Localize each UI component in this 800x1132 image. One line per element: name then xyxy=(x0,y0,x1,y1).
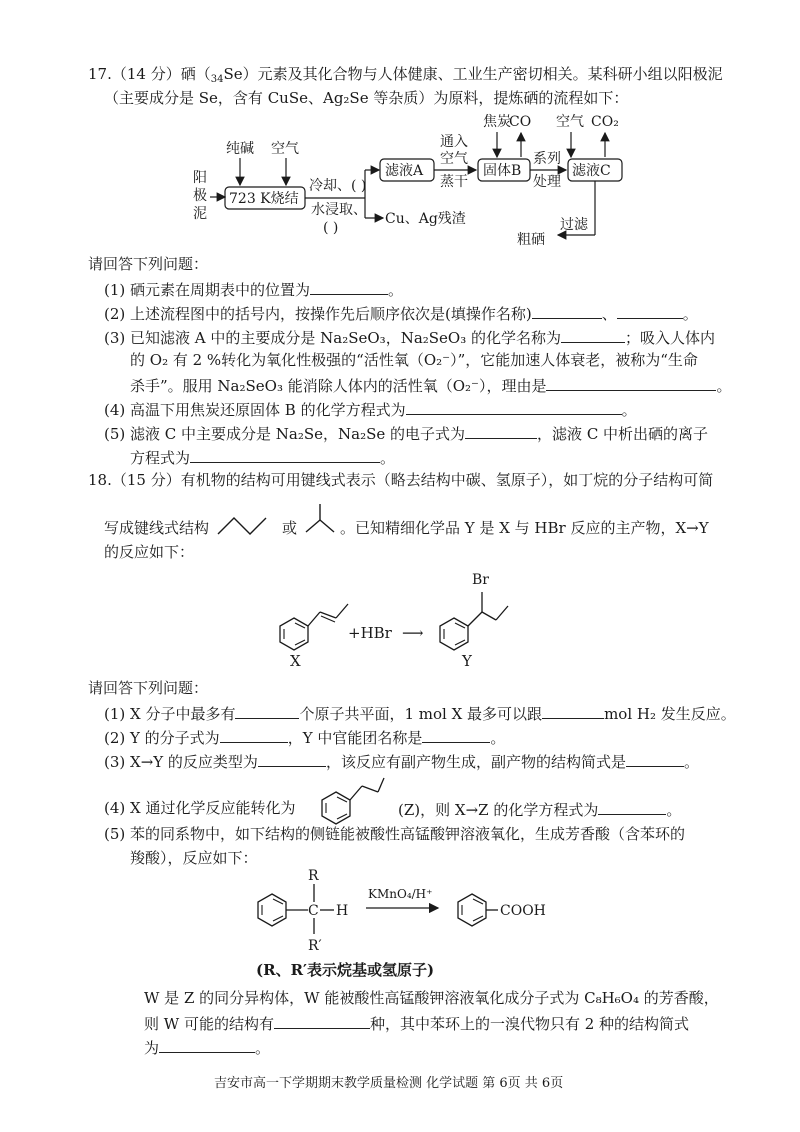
q17-number: 17. xyxy=(88,65,112,83)
q18-sub5-line2: 羧酸），反应如下： xyxy=(130,849,258,867)
flow-raw-char-1: 阳 xyxy=(193,170,207,186)
q18-oxidation-note: (R、R′表示烷基或氢原子) xyxy=(256,961,435,979)
q17-sub1: (1) 硒元素在周期表中的位置为 。 xyxy=(104,278,403,300)
flow-product: 粗硒 xyxy=(517,232,545,248)
q18-intro-line3: 的反应如下： xyxy=(104,543,195,561)
q18-answer-prompt: 请回答下列问题： xyxy=(88,679,209,697)
structure-x xyxy=(280,604,348,650)
flow-residue: Cu、Ag残渣 xyxy=(385,211,466,227)
q17-blank-4[interactable] xyxy=(406,398,622,415)
q17-sub3-line2: 的 O₂ 有 2 %转化为氧化性极强的“活性氧（O₂⁻）”，它能加速人体衰老，被称为“生命 xyxy=(130,351,698,369)
label-x: X xyxy=(290,652,301,670)
q18-blank-w2[interactable] xyxy=(159,1036,255,1053)
flow-kongqi2: 空气 xyxy=(556,114,584,130)
q17-sub3-line3: 杀手”。服用 Na₂SeO₃ 能消除人体内的活性氧（O₂⁻），理由是 。 xyxy=(130,374,732,396)
reaction-plus-hbr: +HBr xyxy=(348,624,392,642)
page-footer: 吉安市高一下学期期末教学质量检测 化学试题 第 6页 共 6页 xyxy=(214,1076,564,1091)
flow-jiaotan: 焦炭 xyxy=(483,114,511,130)
flow-box-filtrateA-label: 滤液A xyxy=(385,163,424,179)
reaction-arrow: ⟶ xyxy=(402,624,424,642)
q18-blank-1b[interactable] xyxy=(542,702,604,719)
q17-blank-5a[interactable] xyxy=(465,422,537,439)
label-r: R xyxy=(308,868,319,884)
q18-blank-2b[interactable] xyxy=(422,726,490,743)
flow-series-1: 系列 xyxy=(533,151,561,167)
q17-blank-3a[interactable] xyxy=(561,326,625,343)
q18-blank-1a[interactable] xyxy=(235,702,299,719)
structure-y xyxy=(440,592,508,650)
q18-or: 或 xyxy=(282,519,298,537)
flow-box-sinter-label: 723 K烧结 xyxy=(229,191,299,207)
q18-score: （15 分） xyxy=(111,471,181,489)
oxidation-reagent: KMnO₄/H⁺ xyxy=(368,887,433,901)
q18-blank-3b[interactable] xyxy=(626,750,684,767)
butane-zigzag-structure xyxy=(214,510,278,540)
q17-blank-5b[interactable] xyxy=(190,446,380,463)
q18-sub4-a: (4) X 通过化学反应能转化为 xyxy=(104,799,296,817)
se-atomic-number: 34 xyxy=(210,74,224,85)
label-y: Y xyxy=(462,652,472,670)
q18-intro-line2b: 。已知精细化学品 Y 是 X 与 HBr 反应的主产物，X→Y xyxy=(340,519,709,537)
q17-sub5-line1: (5) 滤液 C 中主要成分是 Na₂Se，Na₂Se 的电子式为 ，滤液 C 中析出硒的离子 xyxy=(104,422,708,444)
q18-blank-w1[interactable] xyxy=(274,1012,370,1029)
structure-z xyxy=(318,770,388,826)
q17-blank-2a[interactable] xyxy=(532,302,602,319)
q18-sub5-line1: (5) 苯的同系物中，如下结构的侧链能被酸性高锰酸钾溶液氧化，生成芳香酸（含苯环的 xyxy=(104,825,686,843)
label-r-prime: R′ xyxy=(308,938,322,954)
q18-number: 18. xyxy=(88,471,112,489)
flow-step2-top: 冷却、( ) xyxy=(309,178,367,194)
q17-blank-2b[interactable] xyxy=(617,302,683,319)
q17-blank-1[interactable] xyxy=(310,278,388,295)
flow-pass-air-3: 蒸干 xyxy=(440,174,468,190)
q17-sub4: (4) 高温下用焦炭还原固体 B 的化学方程式为 。 xyxy=(104,398,637,420)
flow-filter: 过滤 xyxy=(560,217,588,233)
q18-w-line3: 为 。 xyxy=(144,1036,270,1058)
q18-oxidation-scheme xyxy=(250,862,570,958)
label-c: C xyxy=(308,903,319,919)
q18-sub2: (2) Y 的分子式为 ，Y 中官能团名称是 。 xyxy=(104,726,505,748)
flow-series-2: 处理 xyxy=(533,174,561,190)
q18-reaction-x-to-y xyxy=(250,560,530,672)
q18-blank-4[interactable] xyxy=(598,798,666,815)
flow-raw-char-2: 极 xyxy=(193,188,207,204)
q17-intro-line1: 17.（14 分）硒$(_{34}Se)$元素及其化合物与人体健康、工业生产密切相关。某科研小组以阳极泥 xyxy=(88,65,723,85)
isobutane-structure xyxy=(300,500,340,538)
structure-substrate xyxy=(258,884,334,934)
flow-co2: CO₂ xyxy=(591,114,619,130)
q18-w-line1: W 是 Z 的同分异构体，W 能被酸性高锰酸钾溶液氧化成分子式为 C₈H₆O₄ 的芳香酸， xyxy=(144,989,719,1007)
flow-step2-bottom: 水浸取、 xyxy=(311,202,367,218)
q18-blank-3a[interactable] xyxy=(258,750,326,767)
q18-sub4-b: (Z)，则 X→Z 的化学方程式为 。 xyxy=(398,798,681,820)
q17-blank-3b[interactable] xyxy=(546,374,716,391)
q17-flow-chart xyxy=(0,108,800,258)
flow-kongqi1: 空气 xyxy=(271,141,299,157)
flow-pass-air-2: 空气 xyxy=(440,151,468,167)
q18-sub3: (3) X→Y 的反应类型为 ，该反应有副产物生成，副产物的结构简式是 。 xyxy=(104,750,699,772)
label-h: H xyxy=(336,903,349,919)
q18-w-line2: 则 W 可能的结构有 种，其中苯环上的一溴代物只有 2 种的结构简式 xyxy=(144,1012,689,1034)
label-cooh: COOH xyxy=(500,903,546,919)
flow-box-filtrateC-label: 滤液C xyxy=(572,163,611,179)
label-br: Br xyxy=(472,572,489,588)
q18-blank-2a[interactable] xyxy=(220,726,288,743)
flow-co: CO xyxy=(509,114,532,130)
q17-sub2: (2) 上述流程图中的括号内，按操作先后顺序依次是(填操作名称) 、 。 xyxy=(104,302,698,324)
q18-intro-line1: 18.（15 分）有机物的结构可用键线式表示（略去结构中碳、氢原子），如丁烷的分子结构可简 xyxy=(88,471,714,489)
q17-sub3-line1: (3) 已知滤液 A 中的主要成分是 Na₂SeO₃，Na₂SeO₃ 的化学名称为 ；吸入人体内 xyxy=(104,326,715,348)
q18-sub1: (1) X 分子中最多有 个原子共平面，1 mol X 最多可以跟 mol H₂ 发生反应。 xyxy=(104,702,736,724)
flow-chunjian: 纯碱 xyxy=(226,141,254,157)
flow-box-solidB-label: 固体B xyxy=(483,163,522,179)
q17-sub5-line2: 方程式为 。 xyxy=(130,446,395,468)
q17-intro-line2: （主要成分是 Se，含有 CuSe、Ag₂Se 等杂质）为原料，提炼硒的流程如下： xyxy=(104,89,629,107)
structure-benzoic-acid xyxy=(458,894,498,926)
q17-answer-prompt: 请回答下列问题： xyxy=(88,255,209,273)
q17-score: （14 分） xyxy=(111,65,181,83)
flow-step2-paren: ( ) xyxy=(323,220,339,236)
q18-intro-line2: 写成键线式结构 xyxy=(104,519,210,537)
flow-raw-char-3: 泥 xyxy=(193,206,207,222)
flow-pass-air-1: 通入 xyxy=(440,134,468,150)
